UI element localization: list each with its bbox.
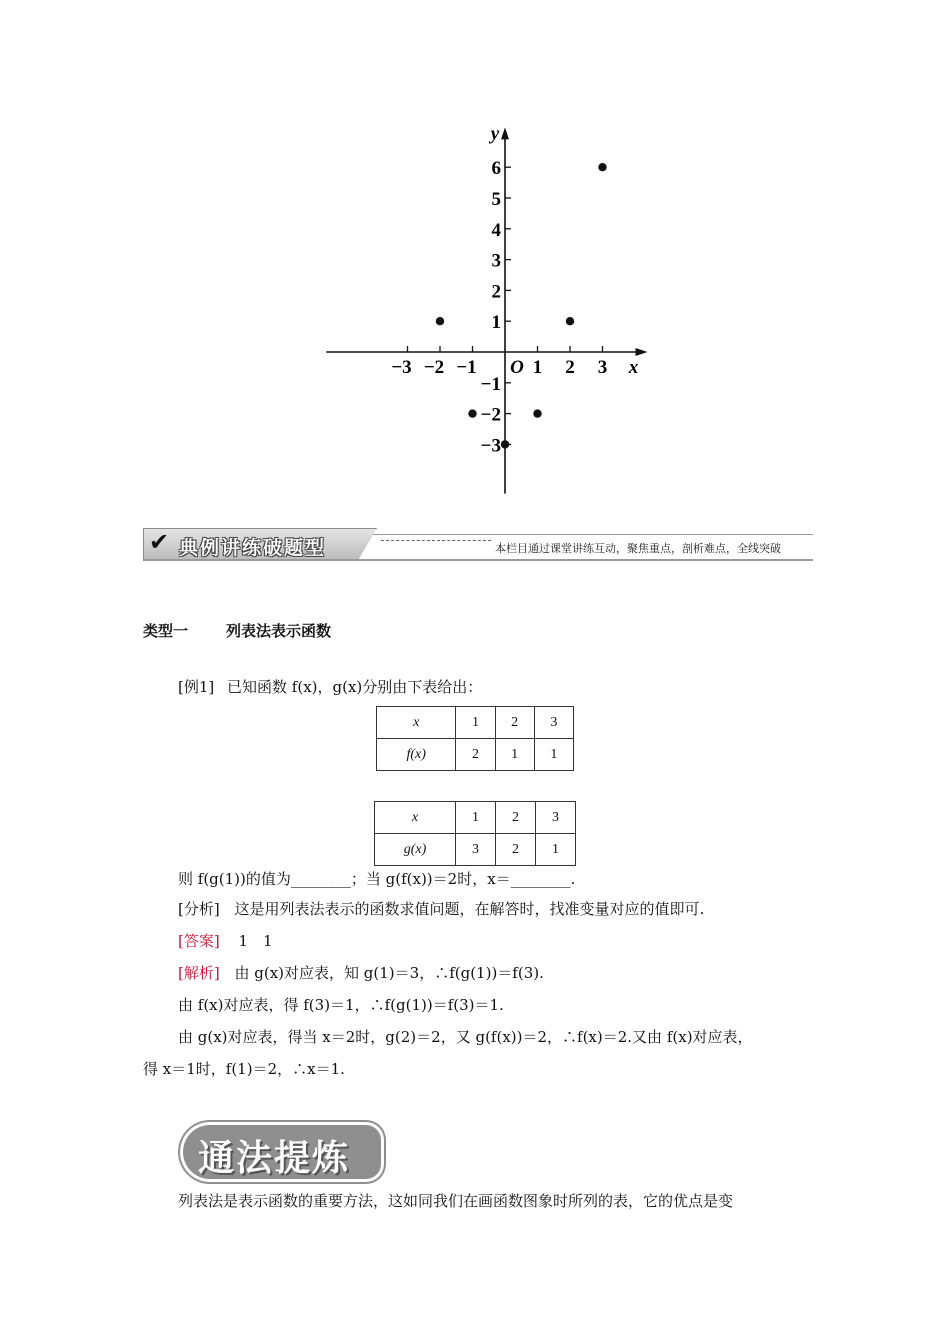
x-axis-label: x [628,357,639,378]
banner-title: 典例讲练破题型 [179,537,327,559]
banner-bottom-line [143,559,813,561]
table-row [377,707,574,739]
table-cell: 2 [496,834,536,866]
table-cell: 1 [536,834,576,866]
banner-top-line [373,534,813,535]
table-cell: 1 [456,707,495,739]
x-tick-label: 1 [532,357,543,378]
table-cell: x [375,802,456,834]
origin-label: O [510,357,524,378]
table-cell: 2 [456,739,495,771]
table-cell: 3 [536,802,576,834]
table-cell: 3 [534,707,573,739]
section-title: 列表法表示函数 [226,622,332,640]
y-tick-label: 3 [491,250,501,272]
x-tick-label: −3 [391,357,412,378]
banner-note: 本栏目通过课堂讲练互动，聚焦重点，剖析难点，全线突破 [495,542,781,555]
method-badge [180,1122,384,1184]
analysis-tag: [分析] [178,900,220,918]
method-text: 列表法是表示函数的重要方法，这如同我们在画函数图象时所列的表，它的优点是变 [178,1192,734,1210]
answer [178,930,273,952]
analysis [178,898,704,920]
scatter-plot [0,0,950,520]
solution-text-1: 由 g(x)对应表，知 g(1)＝3，∴f(g(1))＝f(3). [234,964,544,982]
section-heading [143,620,331,641]
data-point [566,317,574,325]
y-axis-label: y [490,123,500,145]
solution-line-4: 得 x＝1时，f(1)＝2，∴x＝1. [143,1060,345,1078]
table-cell: f(x) [377,739,456,771]
table-cell: 1 [495,739,534,771]
table-cell: 1 [456,802,496,834]
table-g [374,801,576,866]
y-axis-arrow [501,127,509,139]
y-tick-label: 1 [491,312,501,334]
table-cell: x [377,707,456,739]
check-icon: ✔ [149,528,170,556]
solution-tag: [解析] [178,964,220,982]
table-row [375,802,576,834]
table-f [376,706,574,771]
banner-dash-line [381,540,491,541]
data-point [468,409,476,417]
x-tick-label: −2 [423,357,445,378]
data-point [436,317,444,325]
y-tick-label: −2 [480,404,501,426]
data-point [598,163,606,171]
solution-line-1 [178,962,544,984]
example-intro-text: 已知函数 f(x)，g(x)分别由下表给出： [227,678,483,696]
y-tick-label: 6 [491,158,501,180]
y-tick-label: −1 [480,373,501,395]
x-tick-label: 2 [565,357,575,378]
table-cell: g(x) [375,834,456,866]
solution-line-2: 由 f(x)对应表，得 f(3)＝1，∴f(g(1))＝f(3)＝1. [178,996,504,1014]
table-row [375,834,576,866]
y-tick-label: 4 [491,219,501,241]
y-tick-label: 2 [491,281,501,303]
table-cell: 2 [495,707,534,739]
analysis-text: 这是用列表法表示的函数求值问题，在解答时，找准变量对应的值即可. [234,900,705,918]
x-tick-label: 3 [597,357,608,378]
table-row [377,739,574,771]
data-point [533,409,541,417]
table-cell: 2 [496,802,536,834]
y-tick-label: 5 [491,189,501,210]
data-point [501,440,509,448]
answer-tag: [答案] [178,932,220,950]
section-banner [143,528,813,562]
example-intro [178,676,482,698]
plot-layer [326,123,647,493]
table-cell: 1 [534,739,573,771]
example-tag: [例1] [178,678,215,696]
x-tick-label: −1 [456,357,477,378]
y-tick-label: −3 [480,435,501,457]
x-axis-arrow [636,348,648,356]
answer-text: 1 1 [238,932,273,950]
type-label: 类型一 [143,622,189,640]
solution-line-3: 由 g(x)对应表，得当 x＝2时，g(2)＝2，又 g(f(x))＝2，∴f(x)＝2.又由 f(x)对应表， [178,1028,753,1046]
table-cell: 3 [456,834,496,866]
example-question: 则 f(g(1))的值为________；当 g(f(x))＝2时，x＝________. [178,870,576,888]
badge-title: 通法提炼 [198,1138,351,1179]
